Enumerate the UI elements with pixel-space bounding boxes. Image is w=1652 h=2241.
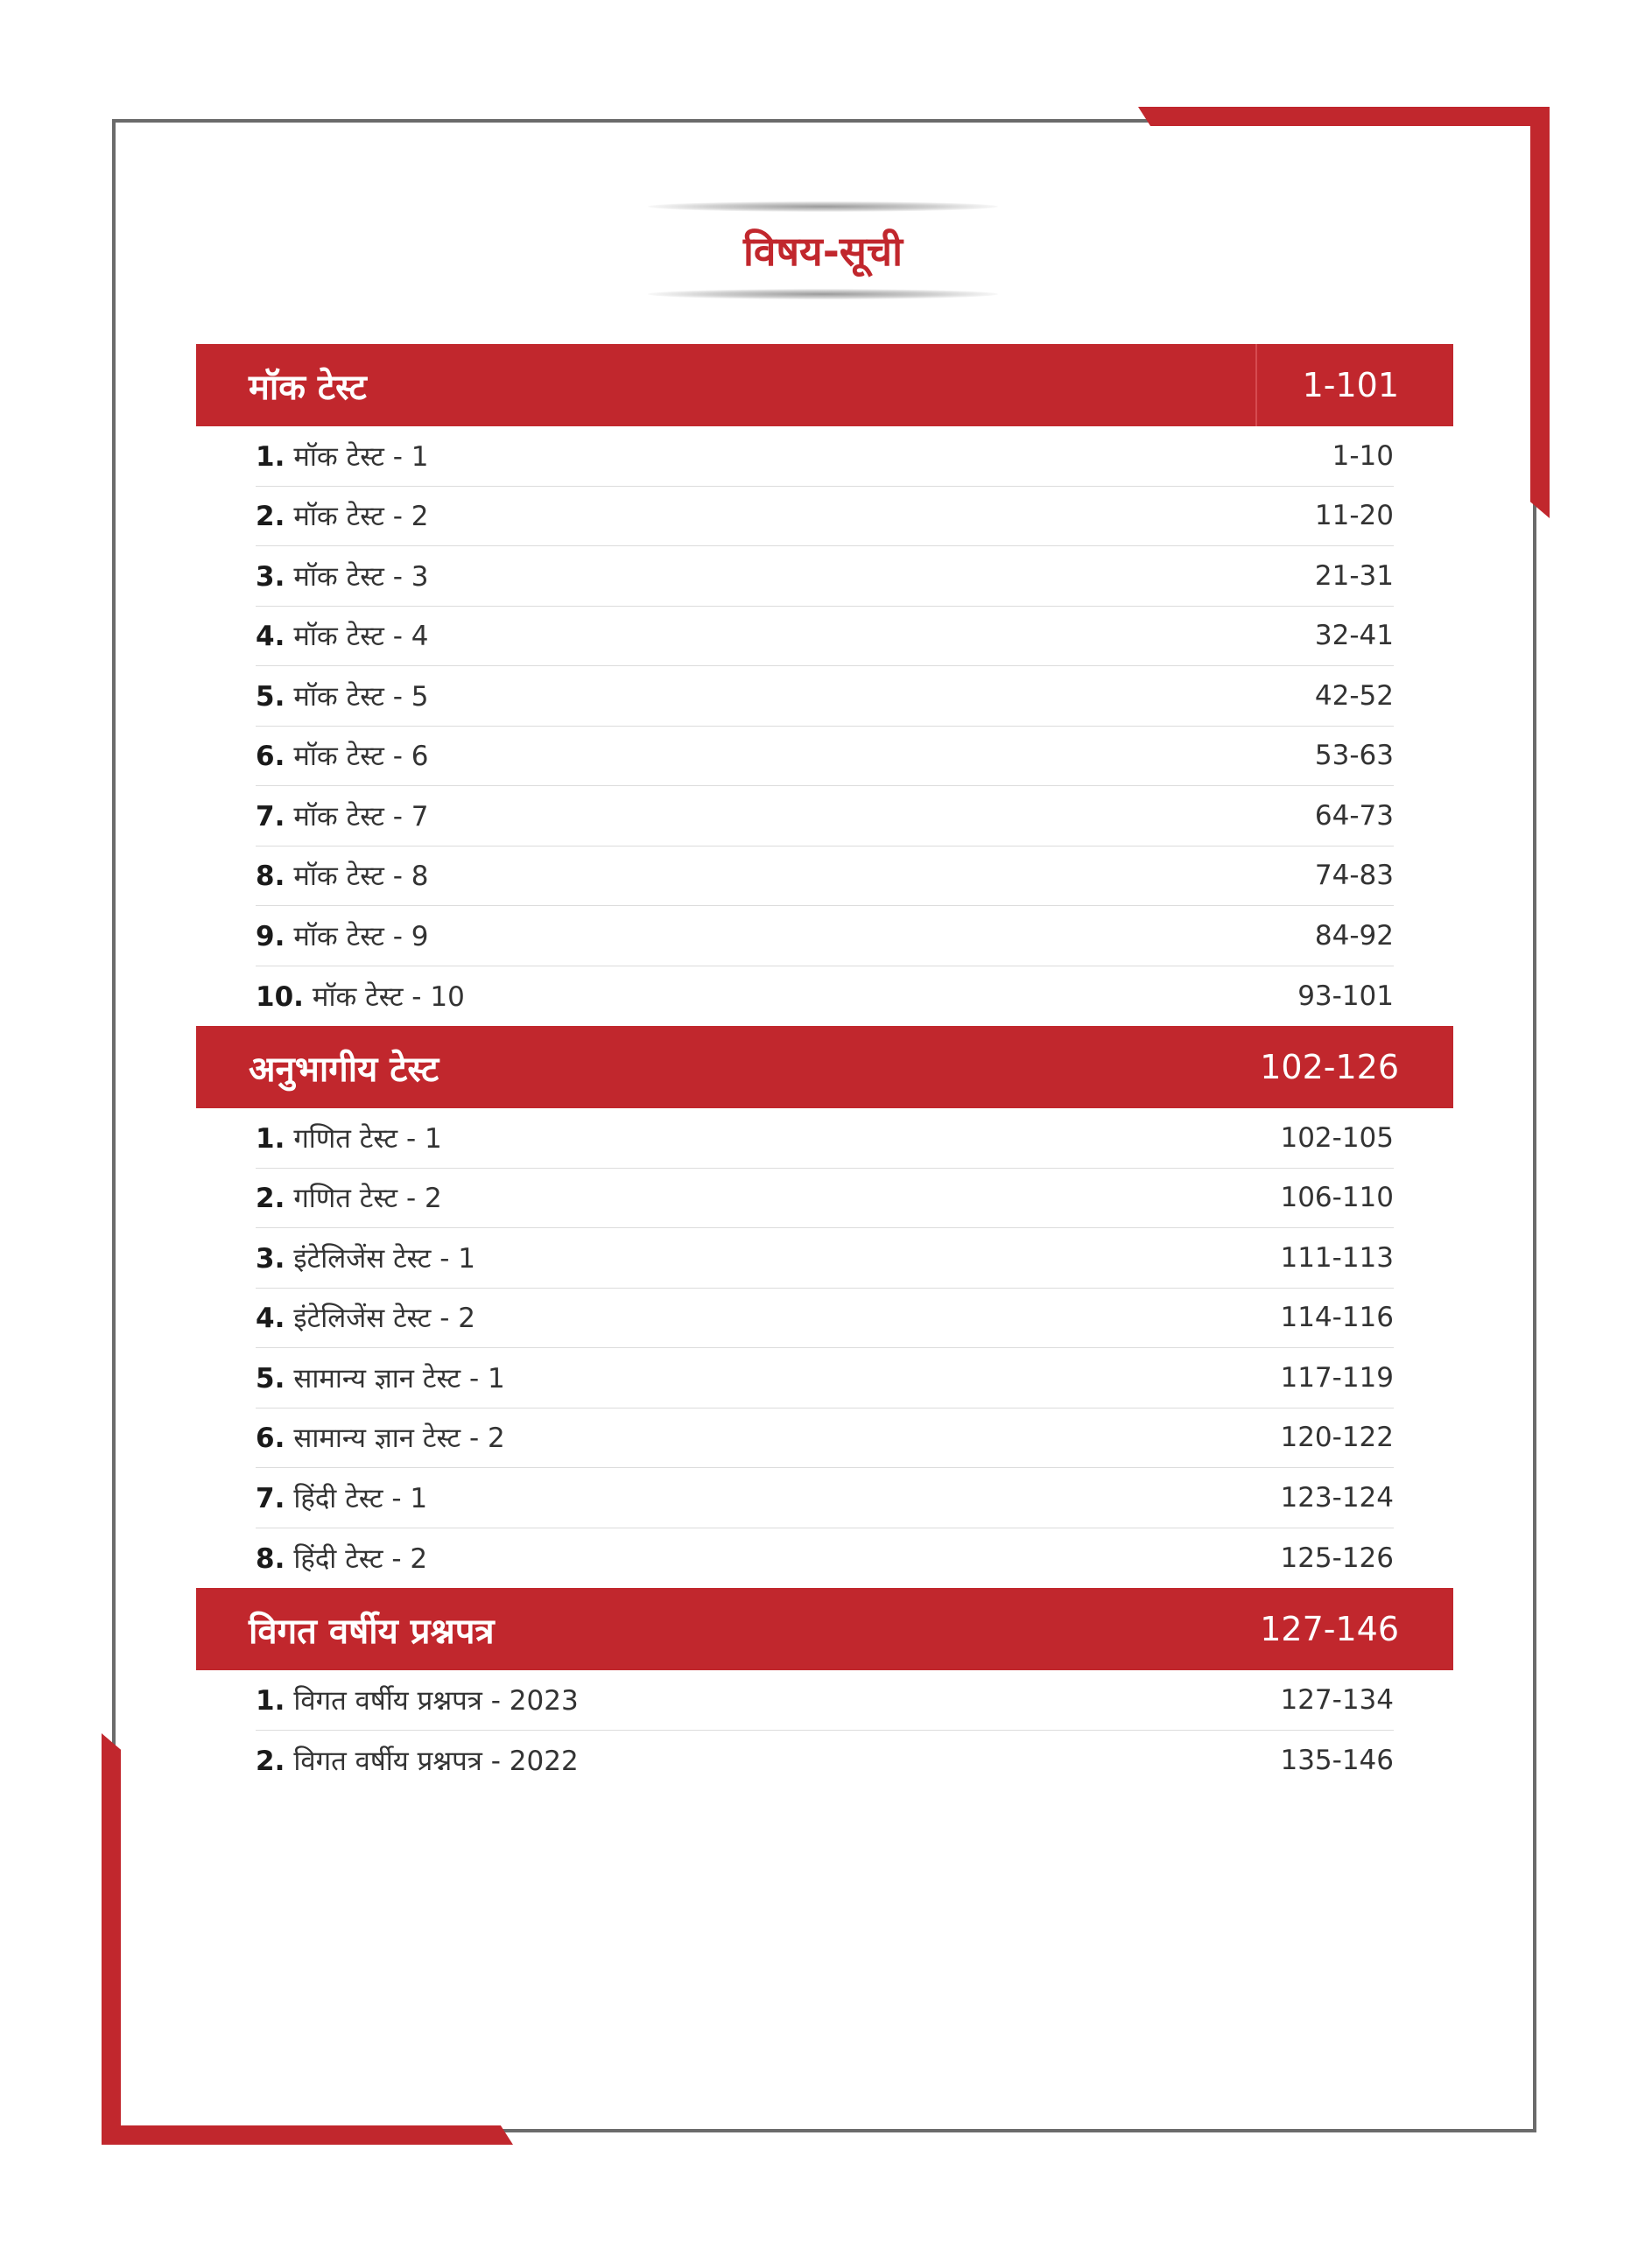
entry-number: 10.	[256, 980, 304, 1013]
section-rows-mock-test	[256, 426, 1394, 1026]
section-header-sectional-test	[196, 1026, 1453, 1108]
entry-name: इंटेलिजेंस टेस्ट - 1	[293, 1242, 475, 1275]
entry-pages: 32-41	[1314, 620, 1394, 652]
entry-name: मॉक टेस्ट - 2	[293, 501, 429, 533]
entry-name: गणित टेस्ट - 2	[293, 1183, 442, 1215]
entry-pages: 74-83	[1314, 860, 1394, 892]
entry-name: मॉक टेस्ट - 6	[293, 741, 429, 773]
entry-pages: 123-124	[1280, 1481, 1394, 1514]
entry-pages: 106-110	[1280, 1182, 1394, 1214]
entry-name: सामान्य ज्ञान टेस्ट - 1	[293, 1362, 505, 1394]
table-of-contents	[196, 344, 1453, 1790]
entry-number: 5.	[256, 1362, 285, 1394]
entry-name: हिंदी टेस्ट - 1	[293, 1482, 428, 1514]
toc-row[interactable]	[256, 426, 1394, 487]
section-header-mock-test	[196, 344, 1453, 426]
toc-row[interactable]	[256, 666, 1394, 727]
entry-name: मॉक टेस्ट - 7	[293, 800, 429, 832]
toc-row[interactable]	[256, 847, 1394, 907]
entry-pages: 11-20	[1314, 500, 1394, 532]
entry-pages: 42-52	[1314, 679, 1394, 712]
toc-entry	[256, 857, 429, 894]
toc-entry	[256, 1682, 579, 1718]
entry-number: 3.	[256, 560, 285, 593]
entry-name: मॉक टेस्ट - 4	[293, 621, 429, 653]
title-decoration-bottom	[648, 289, 998, 299]
toc-row[interactable]	[256, 1169, 1394, 1229]
entry-number: 9.	[256, 920, 285, 952]
frame-accent-left	[102, 1733, 121, 2145]
toc-entry	[256, 558, 429, 594]
toc-row[interactable]	[256, 546, 1394, 607]
toc-row[interactable]	[256, 1228, 1394, 1289]
toc-entry	[256, 1240, 475, 1276]
entry-number: 4.	[256, 1303, 285, 1335]
entry-number: 2.	[256, 1745, 285, 1777]
section-header-previous-papers	[196, 1588, 1453, 1670]
entry-number: 2.	[256, 501, 285, 533]
entry-pages: 127-134	[1280, 1683, 1394, 1716]
entry-number: 6.	[256, 1423, 285, 1455]
toc-entry	[256, 1359, 505, 1396]
entry-pages: 1-10	[1332, 439, 1394, 472]
section-page-range: 127-146	[1260, 1610, 1399, 1648]
entry-number: 8.	[256, 1542, 285, 1575]
entry-pages: 125-126	[1280, 1542, 1394, 1574]
section-title: अनुभागीय टेस्ट	[249, 1049, 439, 1090]
frame-accent-right	[1530, 107, 1550, 518]
toc-entry	[256, 1299, 475, 1336]
entry-pages: 21-31	[1314, 559, 1394, 592]
toc-entry	[256, 1419, 505, 1456]
entry-pages: 120-122	[1280, 1422, 1394, 1454]
toc-entry	[256, 1120, 442, 1156]
toc-row[interactable]	[256, 727, 1394, 787]
entry-number: 5.	[256, 680, 285, 713]
toc-entry	[256, 797, 429, 834]
entry-name: मॉक टेस्ट - 1	[293, 440, 429, 473]
section-rows-sectional-test	[256, 1108, 1394, 1588]
toc-row[interactable]	[256, 1108, 1394, 1169]
entry-name: मॉक टेस्ट - 3	[293, 560, 429, 593]
toc-entry	[256, 737, 429, 774]
toc-row[interactable]	[256, 487, 1394, 547]
toc-row[interactable]	[256, 1731, 1394, 1791]
entry-name: इंटेलिजेंस टेस्ट - 2	[293, 1303, 475, 1335]
section-page-range: 102-126	[1260, 1048, 1399, 1086]
entry-name: गणित टेस्ट - 1	[293, 1122, 442, 1155]
section-divider	[1255, 344, 1257, 426]
entry-name: मॉक टेस्ट - 9	[293, 920, 429, 952]
entry-name: सामान्य ज्ञान टेस्ट - 2	[293, 1423, 505, 1455]
entry-number: 7.	[256, 1482, 285, 1514]
toc-entry	[256, 1742, 579, 1779]
entry-pages: 102-105	[1280, 1121, 1394, 1154]
entry-name: मॉक टेस्ट - 5	[293, 680, 429, 713]
toc-row[interactable]	[256, 1348, 1394, 1409]
page-title-block	[639, 201, 1007, 306]
toc-row[interactable]	[256, 1409, 1394, 1469]
entry-name: विगत वर्षीय प्रश्नपत्र - 2023	[293, 1684, 579, 1717]
toc-entry	[256, 497, 429, 534]
toc-entry	[256, 978, 465, 1015]
title-decoration-top	[648, 201, 998, 212]
entry-name: मॉक टेस्ट - 10	[312, 980, 465, 1013]
entry-name: विगत वर्षीय प्रश्नपत्र - 2022	[293, 1745, 579, 1777]
section-title: विगत वर्षीय प्रश्नपत्र	[249, 1611, 495, 1652]
toc-row[interactable]	[256, 786, 1394, 847]
entry-number: 8.	[256, 861, 285, 893]
entry-number: 6.	[256, 741, 285, 773]
toc-entry	[256, 1479, 427, 1516]
toc-row[interactable]	[256, 1670, 1394, 1731]
toc-row[interactable]	[256, 1468, 1394, 1528]
entry-number: 1.	[256, 1122, 285, 1155]
toc-row[interactable]	[256, 1289, 1394, 1349]
entry-number: 1.	[256, 440, 285, 473]
entry-number: 3.	[256, 1242, 285, 1275]
entry-number: 7.	[256, 800, 285, 832]
toc-entry	[256, 917, 429, 954]
toc-entry	[256, 1179, 442, 1216]
entry-pages: 64-73	[1314, 799, 1394, 832]
frame-accent-bottom	[102, 2125, 513, 2145]
entry-pages: 111-113	[1280, 1241, 1394, 1274]
entry-pages: 135-146	[1280, 1744, 1394, 1776]
section-rows-previous-papers	[256, 1670, 1394, 1790]
entry-number: 4.	[256, 621, 285, 653]
entry-pages: 114-116	[1280, 1302, 1394, 1334]
section-title: मॉक टेस्ट	[249, 367, 367, 408]
entry-number: 1.	[256, 1684, 285, 1717]
toc-row[interactable]	[256, 607, 1394, 667]
toc-row[interactable]	[256, 966, 1394, 1027]
toc-row[interactable]	[256, 906, 1394, 966]
toc-entry	[256, 438, 429, 474]
toc-row[interactable]	[256, 1528, 1394, 1589]
entry-name: मॉक टेस्ट - 8	[293, 861, 429, 893]
entry-pages: 53-63	[1314, 740, 1394, 772]
entry-pages: 93-101	[1297, 980, 1394, 1012]
entry-pages: 84-92	[1314, 919, 1394, 952]
section-page-range: 1-101	[1302, 366, 1399, 404]
toc-entry	[256, 617, 429, 654]
toc-entry	[256, 1540, 427, 1577]
toc-entry	[256, 678, 429, 714]
entry-number: 2.	[256, 1183, 285, 1215]
entry-name: हिंदी टेस्ट - 2	[293, 1542, 428, 1575]
frame-accent-top	[1138, 107, 1550, 126]
entry-pages: 117-119	[1280, 1361, 1394, 1394]
page-title: विषय-सूची	[742, 228, 903, 275]
